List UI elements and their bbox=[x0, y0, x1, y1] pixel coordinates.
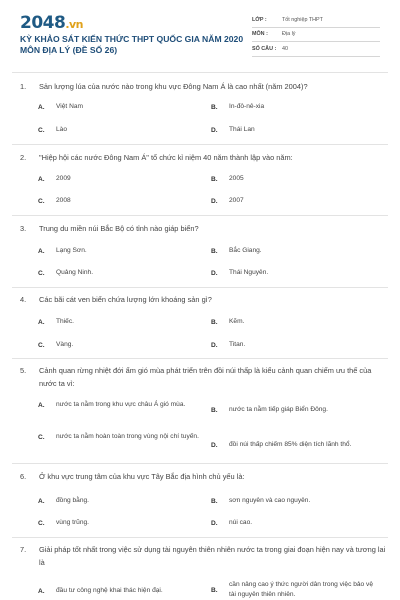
option-letter: A. bbox=[38, 103, 45, 111]
question-divider bbox=[12, 358, 388, 359]
question-6 bbox=[20, 471, 245, 484]
option-5a[interactable] bbox=[38, 400, 206, 410]
option-1c[interactable] bbox=[38, 125, 67, 135]
option-letter: D. bbox=[211, 441, 218, 449]
option-letter: B. bbox=[211, 497, 218, 505]
option-text: Việt Nam bbox=[56, 103, 83, 110]
option-text: Thiếc. bbox=[56, 318, 74, 325]
option-letter: C. bbox=[38, 519, 45, 527]
option-letter: A. bbox=[38, 318, 45, 326]
option-letter: B. bbox=[211, 406, 218, 414]
question-divider bbox=[12, 537, 388, 538]
question-3 bbox=[20, 223, 199, 236]
option-letter: B. bbox=[211, 103, 218, 111]
option-5d[interactable] bbox=[211, 440, 379, 450]
option-text: Kẽm. bbox=[229, 318, 245, 325]
option-letter: D. bbox=[211, 519, 218, 527]
option-1a[interactable] bbox=[38, 102, 83, 112]
option-letter: A. bbox=[38, 401, 45, 409]
question-text: Các bãi cát ven biển chứa lượng lớn khoáng sản gì? bbox=[39, 295, 212, 304]
option-text: sơn nguyên và cao nguyên. bbox=[229, 497, 311, 504]
option-letter: C. bbox=[38, 197, 45, 205]
question-text: Trung du miền núi Bắc Bộ có tỉnh nào giáp biển? bbox=[39, 224, 199, 233]
option-4a[interactable] bbox=[38, 317, 74, 327]
option-letter: D. bbox=[211, 197, 218, 205]
option-3d[interactable] bbox=[211, 268, 268, 278]
info-label: MÔN : bbox=[252, 31, 268, 38]
option-text: 2005 bbox=[229, 175, 244, 182]
option-5c[interactable] bbox=[38, 432, 206, 442]
option-text: cần nâng cao ý thức người dân trong việc bảo vệ tài nguyên thiên nhiên. bbox=[229, 581, 374, 598]
question-7 bbox=[20, 544, 386, 570]
option-text: nước ta nằm hoàn toàn trong vùng nội chí tuyến. bbox=[56, 433, 199, 440]
question-number: 4. bbox=[20, 295, 27, 304]
option-1d[interactable] bbox=[211, 125, 255, 135]
option-text: Bắc Giang. bbox=[229, 247, 262, 254]
option-letter: D. bbox=[211, 269, 218, 277]
option-text: nước ta nằm trong khu vực châu Á gió mùa. bbox=[56, 401, 186, 408]
option-letter: A. bbox=[38, 247, 45, 255]
option-text: Thái Lan bbox=[229, 126, 255, 133]
option-text: 2009 bbox=[56, 175, 71, 182]
option-text: núi cao. bbox=[229, 519, 253, 526]
option-letter: C. bbox=[38, 341, 45, 349]
question-text: Ở khu vực trung tâm của khu vực Tây Bắc địa hình chủ yếu là: bbox=[39, 472, 245, 481]
question-4 bbox=[20, 294, 212, 307]
exam-title: KỲ KHẢO SÁT KIẾN THỨC THPT QUỐC GIA NĂM 2020 bbox=[20, 34, 244, 44]
option-4b[interactable] bbox=[211, 317, 244, 327]
option-text: 2008 bbox=[56, 197, 71, 204]
option-letter: A. bbox=[38, 175, 45, 183]
option-text: Lạng Sơn. bbox=[56, 247, 87, 254]
logo-text: 2048 bbox=[20, 13, 66, 33]
option-letter: A. bbox=[38, 497, 45, 505]
logo-suffix: .vn bbox=[65, 18, 84, 31]
question-divider bbox=[12, 144, 388, 145]
option-4d[interactable] bbox=[211, 340, 245, 350]
info-row-subject bbox=[252, 28, 380, 43]
option-6a[interactable] bbox=[38, 496, 89, 506]
exam-info-table bbox=[252, 13, 380, 57]
option-text: Titan. bbox=[229, 341, 246, 348]
info-value: 40 bbox=[282, 45, 288, 52]
option-letter: B. bbox=[211, 247, 218, 255]
option-2c[interactable] bbox=[38, 196, 71, 206]
option-letter: C. bbox=[38, 269, 45, 277]
option-7a[interactable] bbox=[38, 586, 206, 596]
info-label: LỚP : bbox=[252, 16, 267, 23]
option-4c[interactable] bbox=[38, 340, 73, 350]
question-text: Giải pháp tốt nhất trong việc sử dụng tài nguyên thiên nhiên nước ta trong giai đoạn hiện nay và tương lai là bbox=[39, 545, 386, 567]
info-value: Tốt nghiệp THPT bbox=[282, 16, 323, 23]
option-letter: D. bbox=[211, 126, 218, 134]
option-7b[interactable] bbox=[211, 580, 379, 600]
option-text: đồi núi thấp chiếm 85% diện tích lãnh thổ. bbox=[229, 441, 352, 448]
question-1 bbox=[20, 81, 308, 94]
question-text: "Hiệp hội các nước Đông Nam Á" tổ chức kỉ niệm 40 năm thành lập vào năm: bbox=[39, 153, 293, 162]
question-2 bbox=[20, 152, 293, 165]
option-2a[interactable] bbox=[38, 174, 71, 184]
option-6d[interactable] bbox=[211, 518, 252, 528]
question-text: Sản lượng lúa của nước nào trong khu vực Đông Nam Á là cao nhất (năm 2004)? bbox=[39, 82, 308, 91]
option-1b[interactable] bbox=[211, 102, 264, 112]
question-number: 6. bbox=[20, 472, 27, 481]
option-6b[interactable] bbox=[211, 496, 310, 506]
option-text: Lào bbox=[56, 126, 68, 133]
option-5b[interactable] bbox=[211, 405, 379, 415]
exam-subtitle: MÔN ĐỊA LÝ (ĐỀ SỐ 26) bbox=[20, 45, 118, 55]
question-divider bbox=[12, 215, 388, 216]
option-letter: C. bbox=[38, 433, 45, 441]
option-text: Vàng. bbox=[56, 341, 74, 348]
header-divider bbox=[12, 72, 388, 73]
option-6c[interactable] bbox=[38, 518, 89, 528]
option-3b[interactable] bbox=[211, 246, 262, 256]
question-number: 1. bbox=[20, 82, 27, 91]
question-text: Cảnh quan rừng nhiệt đới ẩm gió mùa phát triển trên đồi núi thấp là kiểu cảnh quan chiếm ưu thế của nước ta vì: bbox=[39, 366, 372, 388]
option-2d[interactable] bbox=[211, 196, 244, 206]
option-2b[interactable] bbox=[211, 174, 244, 184]
option-text: vùng trũng. bbox=[56, 519, 89, 526]
option-letter: C. bbox=[38, 126, 45, 134]
info-row-count bbox=[252, 42, 380, 57]
option-text: Quảng Ninh. bbox=[56, 269, 94, 276]
site-logo[interactable] bbox=[20, 13, 83, 33]
question-number: 7. bbox=[20, 545, 27, 554]
option-text: đồng bằng. bbox=[56, 497, 90, 504]
info-label: SỐ CÂU : bbox=[252, 45, 277, 52]
info-value: Địa lý bbox=[282, 31, 296, 38]
option-text: Thái Nguyên. bbox=[229, 269, 269, 276]
option-3a[interactable] bbox=[38, 246, 87, 256]
option-letter: D. bbox=[211, 341, 218, 349]
option-text: 2007 bbox=[229, 197, 244, 204]
question-5 bbox=[20, 365, 372, 391]
option-text: đầu tư công nghệ khai thác hiện đại. bbox=[56, 587, 163, 594]
question-number: 2. bbox=[20, 153, 27, 162]
option-letter: B. bbox=[211, 586, 218, 594]
info-row-class bbox=[252, 13, 380, 28]
option-letter: A. bbox=[38, 587, 45, 595]
option-3c[interactable] bbox=[38, 268, 93, 278]
exam-header bbox=[0, 0, 400, 72]
option-letter: B. bbox=[211, 318, 218, 326]
option-text: nước ta nằm tiếp giáp Biển Đông. bbox=[229, 406, 328, 413]
option-text: In-đô-nê-xia bbox=[229, 103, 265, 110]
question-divider bbox=[12, 287, 388, 288]
question-number: 5. bbox=[20, 366, 27, 375]
question-number: 3. bbox=[20, 224, 27, 233]
question-divider bbox=[12, 463, 388, 464]
option-letter: B. bbox=[211, 175, 218, 183]
